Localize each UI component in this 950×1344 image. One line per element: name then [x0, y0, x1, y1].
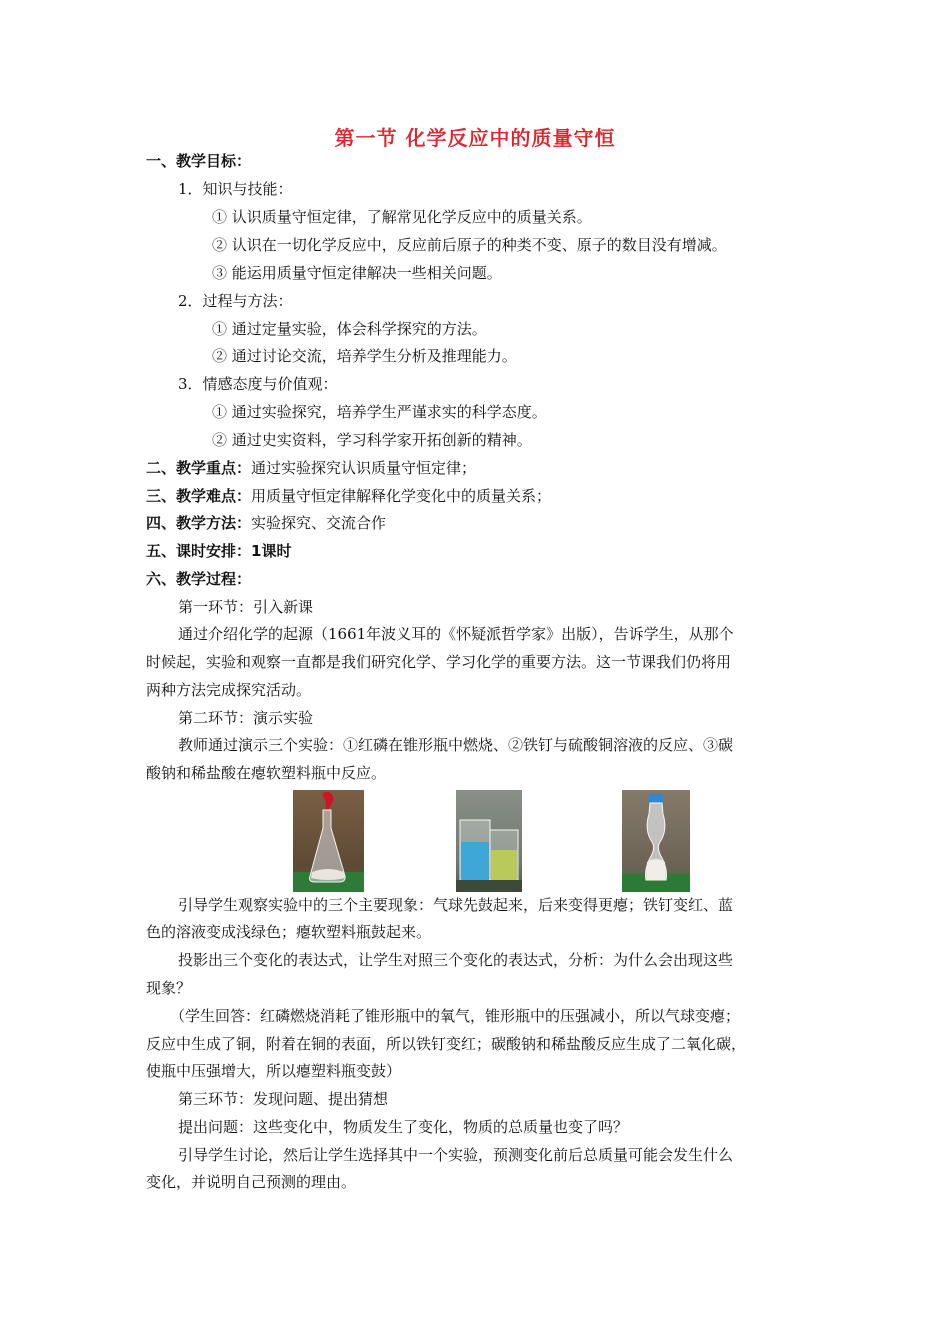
section-text: 1课时 [251, 542, 292, 560]
objective-item: ② 通过史实资料，学习科学家开拓创新的精神。 [212, 431, 532, 449]
step-heading: 第三环节：发现问题、提出猜想 [178, 1090, 389, 1108]
paragraph-line: 现象？ [146, 979, 192, 997]
section-heading-process: 六、教学过程： [146, 570, 252, 588]
section-text: 通过实验探究认识质量守恒定律； [251, 459, 477, 477]
section-heading: 四、教学方法： [146, 514, 252, 532]
objective-item: ① 通过实验探究，培养学生严谨求实的科学态度。 [212, 403, 547, 421]
section-key-points [146, 458, 476, 478]
paragraph-line: 两种方法完成探究活动。 [146, 681, 312, 699]
paragraph-line: 反应中生成了铜，附着在铜的表面，所以铁钉变红；碳酸钠和稀盐酸反应生成了二氧化碳， [146, 1035, 747, 1053]
section-schedule [146, 541, 291, 561]
objective-item: ① 通过定量实验，体会科学探究的方法。 [212, 320, 487, 338]
experiment-photos [0, 790, 950, 892]
step-heading: 第二环节：演示实验 [178, 709, 314, 727]
paragraph-line: 投影出三个变化的表达式，让学生对照三个变化的表达式，分析：为什么会出现这些 [178, 951, 734, 969]
section-heading-objectives: 一、教学目标： [146, 152, 252, 170]
paragraph-line: 时候起，实验和观察一直都是我们研究化学、学习化学的重要方法。这一节课我们仍将用 [146, 653, 732, 671]
section-text: 实验探究、交流合作 [251, 514, 387, 532]
paragraph-line: 通过介绍化学的起源（1661年波义耳的《怀疑派哲学家》出版），告诉学生，从那个 [178, 625, 734, 643]
plastic-bottle-photo [622, 790, 690, 892]
section-text: 用质量守恒定律解释化学变化中的质量关系； [251, 487, 552, 505]
paragraph-line: 变化，并说明自己预测的理由。 [146, 1173, 357, 1191]
paragraph-line: （学生回答：红磷燃烧消耗了锥形瓶中的氧气，锥形瓶中的压强减小，所以气球变瘪； [170, 1007, 741, 1025]
objective-item: ① 认识质量守恒定律，了解常见化学反应中的质量关系。 [212, 208, 592, 226]
paragraph-line: 酸钠和稀盐酸在瘪软塑料瓶中反应。 [146, 764, 387, 782]
objective-item: ③ 能运用质量守恒定律解决一些相关问题。 [212, 264, 502, 282]
paragraph-line: 提出问题：这些变化中，物质发生了变化，物质的总质量也变了吗？ [178, 1118, 629, 1136]
section-heading: 五、课时安排： [146, 542, 252, 560]
objective-group-3: 3．情感态度与价值观： [178, 375, 338, 393]
section-difficulties [146, 486, 551, 506]
section-heading: 三、教学难点： [146, 487, 252, 505]
conical-flask-photo [293, 790, 364, 892]
paragraph-line: 引导学生观察实验中的三个主要现象：气球先鼓起来，后来变得更瘪；铁钉变红、蓝 [178, 896, 734, 914]
objective-group-1: 1．知识与技能： [178, 180, 293, 198]
section-heading: 二、教学重点： [146, 459, 252, 477]
beaker-photo [456, 790, 522, 892]
objective-group-2: 2．过程与方法： [178, 292, 293, 310]
paragraph-line: 教师通过演示三个实验：①红磷在锥形瓶中燃烧、②铁钉与硫酸铜溶液的反应、③碳 [178, 736, 734, 754]
paragraph-line: 引导学生讨论，然后让学生选择其中一个实验，预测变化前后总质量可能会发生什么 [178, 1146, 734, 1164]
paragraph-line: 色的溶液变成浅绿色；瘪软塑料瓶鼓起来。 [146, 923, 432, 941]
section-methods [146, 513, 386, 533]
page-title: 第一节 化学反应中的质量守恒 [334, 126, 616, 150]
objective-item: ② 通过讨论交流，培养学生分析及推理能力。 [212, 347, 517, 365]
paragraph-line: 使瓶中压强增大，所以瘪塑料瓶变鼓） [146, 1062, 402, 1080]
objective-item: ② 认识在一切化学反应中，反应前后原子的种类不变、原子的数目没有增减。 [212, 236, 727, 254]
step-heading: 第一环节：引入新课 [178, 598, 314, 616]
